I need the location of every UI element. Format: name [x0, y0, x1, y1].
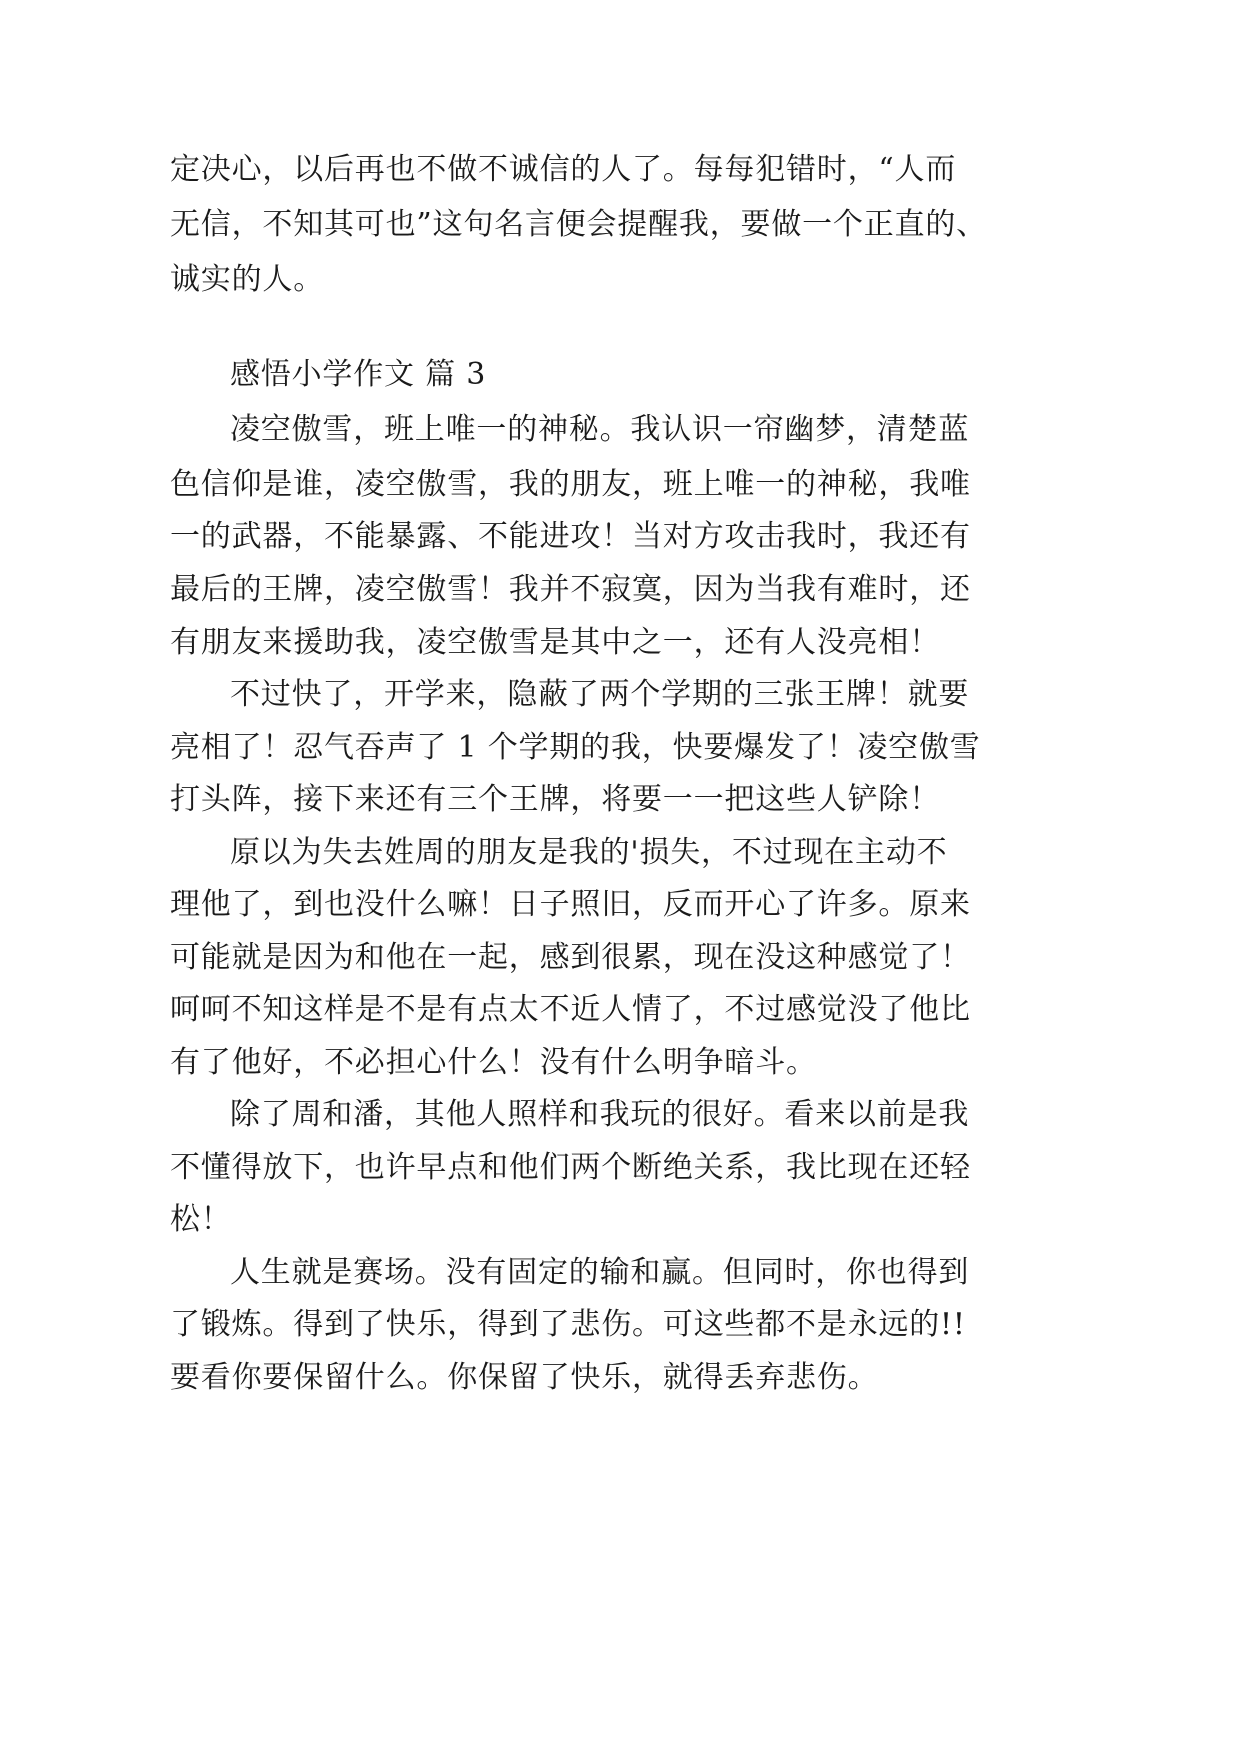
paragraph-2-line-1: 不过快了，开学来，隐蔽了两个学期的三张王牌！就要 — [230, 677, 970, 712]
paragraph-1-line-1: 凌空傲雪，班上唯一的神秘。我认识一帘幽梦，清楚蓝 — [230, 412, 970, 447]
paragraph-2-line-3: 打头阵，接下来还有三个王牌，将要一一把这些人铲除！ — [170, 782, 940, 817]
continuation-line-1: 定决心，以后再也不做不诚信的人了。每每犯错时，“人而 — [170, 152, 957, 187]
paragraph-3-line-1: 原以为失去姓周的朋友是我的'损失，不过现在主动不 — [230, 835, 948, 870]
paragraph-3-line-5: 有了他好，不必担心什么！没有什么明争暗斗。 — [170, 1045, 817, 1080]
paragraph-3-line-2: 理他了，到也没什么嘛！日子照旧，反而开心了许多。原来 — [170, 887, 971, 922]
paragraph-4-line-1: 除了周和潘，其他人照样和我玩的很好。看来以前是我 — [230, 1097, 970, 1132]
paragraph-1-line-3: 一的武器，不能暴露、不能进攻！当对方攻击我时，我还有 — [170, 519, 971, 554]
paragraph-3-line-3: 可能就是因为和他在一起，感到很累，现在没这种感觉了！ — [170, 940, 971, 975]
paragraph-1-line-4: 最后的王牌，凌空傲雪！我并不寂寞，因为当我有难时，还 — [170, 572, 971, 607]
continuation-line-2: 无信，不知其可也”这句名言便会提醒我，要做一个正直的、 — [170, 207, 987, 242]
section-heading: 感悟小学作文 篇 3 — [230, 357, 487, 392]
paragraph-4-line-2: 不懂得放下，也许早点和他们两个断绝关系，我比现在还轻 — [170, 1150, 971, 1185]
paragraph-1-line-2: 色信仰是谁，凌空傲雪，我的朋友，班上唯一的神秘，我唯 — [170, 467, 971, 502]
paragraph-3-line-4: 呵呵不知这样是不是有点太不近人情了，不过感觉没了他比 — [170, 992, 971, 1027]
paragraph-5-line-1: 人生就是赛场。没有固定的输和赢。但同时，你也得到 — [230, 1255, 970, 1290]
paragraph-4-line-3: 松！ — [170, 1202, 232, 1237]
paragraph-2-line-2: 亮相了！忍气吞声了 1 个学期的我，快要爆发了！凌空傲雪 — [170, 730, 981, 765]
continuation-line-3: 诚实的人。 — [170, 262, 324, 297]
paragraph-5-line-3: 要看你要保留什么。你保留了快乐，就得丢弃悲伤。 — [170, 1360, 879, 1395]
paragraph-5-line-2: 了锻炼。得到了快乐，得到了悲伤。可这些都不是永远的!! — [170, 1307, 966, 1342]
paragraph-1-line-5: 有朋友来援助我，凌空傲雪是其中之一，还有人没亮相！ — [170, 625, 940, 660]
